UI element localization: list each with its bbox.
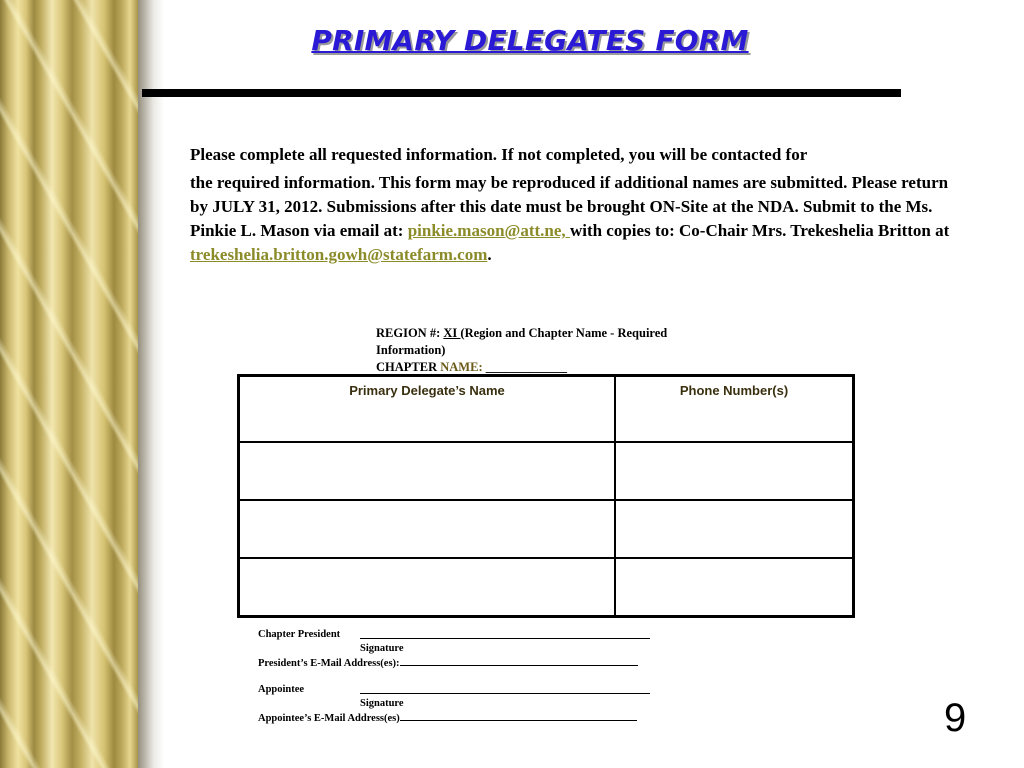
- table-row: [239, 558, 854, 617]
- president-email-row: [258, 656, 678, 671]
- page-title: PRIMARY DELEGATES FORM: [311, 24, 749, 57]
- header-delegate-name: Primary Delegate’s Name: [239, 376, 616, 443]
- delegate-name-cell[interactable]: [239, 442, 616, 500]
- president-email-line[interactable]: [400, 656, 638, 666]
- title-divider: [142, 89, 901, 97]
- pinkie-email-link[interactable]: pinkie.mason@att.ne,: [407, 221, 570, 240]
- phone-number-cell[interactable]: [615, 442, 854, 500]
- chapter-label: CHAPTER: [376, 360, 438, 374]
- appointee-signature-row: [258, 683, 678, 697]
- decorative-gold-column: [0, 0, 138, 768]
- instructions-text: the required information. This form may be reproduced if additional names are submitted. Please return by JULY 31, 2012. Submissions after this date must be brought ON-Site at the NDA. Submit to the Ms. Pinkie L. Mason via email at:: [190, 173, 949, 240]
- table-row: [239, 500, 854, 558]
- appointee-signature-line[interactable]: [360, 693, 650, 694]
- instructions-line-1: Please complete all requested information. If not completed, you will be contacted for: [190, 145, 808, 164]
- chapter-name-blank: _____________: [485, 360, 567, 374]
- president-email-label: President’s E-Mail Address(es):: [258, 657, 400, 669]
- region-note: (Region and Chapter Name - Required Information): [376, 326, 668, 357]
- president-signature-row: [258, 628, 678, 642]
- spacer: [258, 670, 678, 683]
- president-signature-caption: Signature: [360, 643, 404, 654]
- instructions-paragraph: [190, 143, 950, 267]
- region-chapter-block: [376, 325, 736, 376]
- column-shadow: [138, 0, 164, 768]
- chapter-name-label: NAME:: [437, 360, 486, 374]
- president-signature-line[interactable]: [360, 638, 650, 639]
- table-row: [239, 442, 854, 500]
- phone-number-cell[interactable]: [615, 500, 854, 558]
- appointee-signature-caption: Signature: [360, 698, 404, 709]
- region-value: XI: [443, 326, 461, 340]
- table-header-row: [239, 376, 854, 443]
- appointee-email-label: Appointee’s E-Mail Address(es): [258, 712, 400, 724]
- region-label: REGION #:: [376, 326, 444, 340]
- appointee-email-row: [258, 711, 678, 726]
- appointee-label: Appointee: [258, 684, 305, 695]
- header-phone-numbers: Phone Number(s): [615, 376, 854, 443]
- trekeshelia-email-link[interactable]: trekeshelia.britton.gowh@statefarm.com: [190, 245, 488, 264]
- delegate-table: [237, 374, 855, 618]
- phone-number-cell[interactable]: [615, 558, 854, 617]
- instructions-cc-text: with copies to: Co-Chair Mrs. Trekeshelia Britton at: [569, 221, 950, 240]
- instructions-period: .: [487, 245, 492, 264]
- delegate-name-cell[interactable]: [239, 558, 616, 617]
- delegate-name-cell[interactable]: [239, 500, 616, 558]
- signature-block: [258, 628, 678, 725]
- appointee-email-line[interactable]: [400, 711, 637, 721]
- president-label: Chapter President: [258, 629, 341, 640]
- page-number: 9: [944, 696, 967, 740]
